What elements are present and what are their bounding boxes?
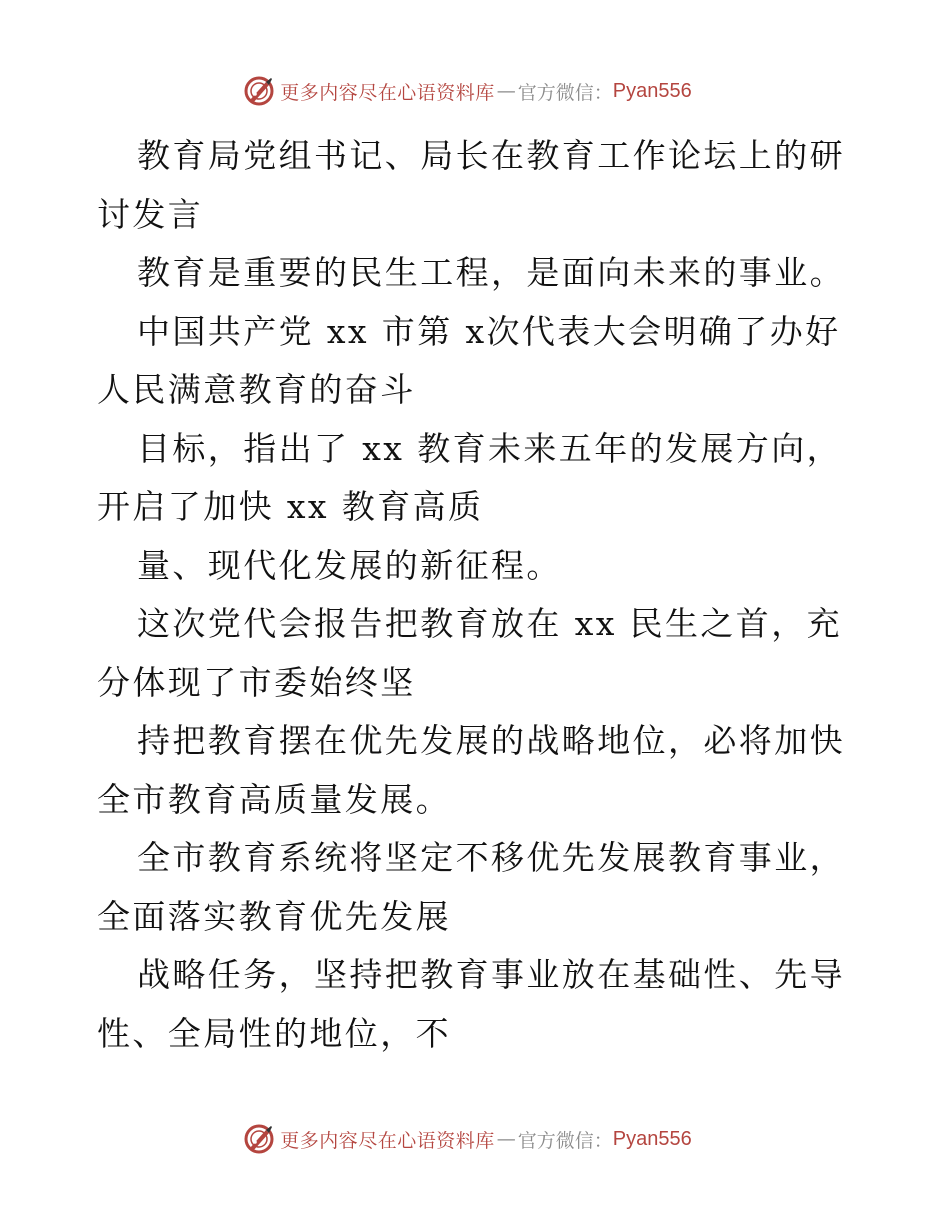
banner-wechat-label: 官方微信： [517,81,613,104]
scroll-pen-logo-icon [242,1122,276,1156]
scroll-pen-logo-icon [242,74,276,108]
document-title: 教育局党组书记、局长在教育工作论坛上的研讨发言 [97,136,845,234]
banner-promo-text: 更多内容尽在心语资料库 [280,81,495,104]
footer-banner-content [242,1122,692,1156]
paragraph-1: 教育是重要的民生工程，是面向未来的事业。 [137,253,845,292]
paragraph-7: 全市教育系统将坚定不移优先发展教育事业，全面落实教育优先发展 [97,838,845,936]
paragraph-6: 持把教育摆在优先发展的战略地位，必将加快全市教育高质量发展。 [97,721,845,819]
banner-wechat-id: Pyan556 [612,1127,692,1150]
banner-dash: — [496,1128,516,1150]
footer-banner [0,1119,950,1159]
document-body [97,127,857,1063]
paragraph-2: 中国共产党 xx 市第 x次代表大会明确了办好人民满意教育的奋斗 [97,311,841,409]
header-banner-content [242,74,692,108]
header-banner [0,71,950,111]
banner-wechat-id: Pyan556 [612,79,692,102]
paragraph-3: 目标，指出了 xx 教育未来五年的发展方向，开启了加快 xx 教育高质 [97,428,843,526]
paragraph-4: 量、现代化发展的新征程。 [137,545,562,585]
banner-wechat-label: 官方微信： [517,1129,613,1152]
paragraph-8: 战略任务，坚持把教育事业放在基础性、先导性、全局性的地位，不 [97,955,845,1053]
banner-promo-text: 更多内容尽在心语资料库 [280,1129,495,1152]
paragraph-5: 这次党代会报告把教育放在 xx 民生之首，充分体现了市委始终坚 [97,604,843,702]
banner-dash: — [496,80,516,102]
